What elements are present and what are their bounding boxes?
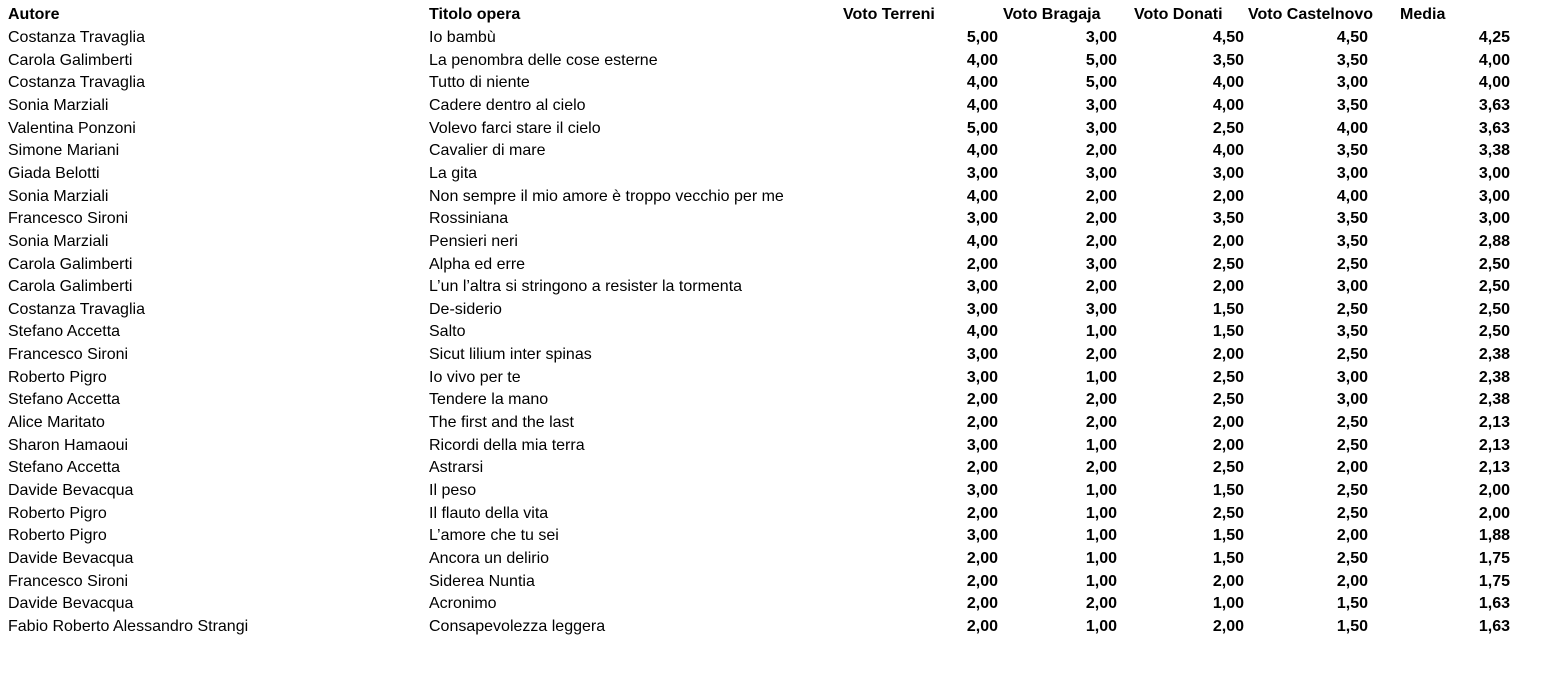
table-row: [0, 344, 1564, 366]
cell-titolo: Cavalier di mare: [429, 142, 546, 160]
header-row: [0, 4, 1564, 26]
cell-voto-donati: 2,50: [1212, 459, 1244, 477]
cell-titolo: Consapevolezza leggera: [429, 617, 606, 635]
cell-voto-terreni: 5,00: [966, 119, 998, 137]
cell-voto-castelnovo: 2,00: [1336, 459, 1368, 477]
cell-voto-donati: 2,00: [1212, 414, 1244, 431]
table-row: [0, 321, 1564, 343]
table-row: [0, 208, 1564, 230]
cell-voto-castelnovo: 3,50: [1336, 323, 1368, 341]
header-voto-bragaja: Voto Bragaja: [1003, 6, 1101, 23]
cell-voto-terreni: 2,00: [966, 504, 998, 522]
cell-media: 2,38: [1478, 391, 1510, 409]
cell-autore: Fabio Roberto Alessandro Strangi: [8, 617, 249, 635]
cell-voto-donati: 2,00: [1212, 232, 1244, 250]
cell-voto-terreni: 4,00: [966, 51, 998, 69]
cell-voto-terreni: 3,00: [966, 164, 998, 182]
cell-voto-donati: 2,00: [1212, 346, 1244, 364]
cell-autore: Roberto Pigro: [8, 368, 107, 386]
cell-voto-donati: 2,50: [1212, 119, 1244, 137]
cell-autore: Francesco Sironi: [8, 346, 129, 364]
cell-voto-castelnovo: 2,50: [1336, 300, 1368, 318]
table-row: [0, 412, 1564, 434]
cell-autore: Alice Maritato: [8, 414, 105, 431]
cell-titolo: Il peso: [429, 482, 477, 499]
cell-voto-bragaja: 2,00: [1085, 142, 1117, 160]
cell-voto-terreni: 4,00: [966, 74, 998, 92]
cell-titolo: Pensieri neri: [429, 232, 518, 250]
cell-voto-donati: 4,00: [1212, 142, 1244, 160]
cell-voto-bragaja: 2,00: [1085, 210, 1117, 228]
cell-media: 3,00: [1478, 210, 1510, 228]
table-row: [0, 254, 1564, 276]
table-row: [0, 50, 1564, 72]
cell-media: 1,63: [1478, 595, 1510, 613]
table-row: [0, 140, 1564, 162]
cell-titolo: Il flauto della vita: [429, 504, 549, 522]
cell-titolo: Ancora un delirio: [429, 549, 550, 567]
cell-titolo: De-siderio: [429, 300, 502, 318]
cell-titolo: The first and the last: [429, 414, 574, 431]
cell-voto-terreni: 4,00: [966, 187, 998, 205]
cell-voto-donati: 2,50: [1212, 391, 1244, 409]
cell-voto-donati: 2,50: [1212, 368, 1244, 386]
cell-voto-bragaja: 1,00: [1085, 504, 1117, 522]
cell-media: 2,50: [1478, 255, 1510, 273]
cell-titolo: Siderea Nuntia: [429, 572, 535, 590]
cell-voto-castelnovo: 3,00: [1336, 391, 1368, 409]
cell-autore: Stefano Accetta: [8, 391, 121, 409]
cell-titolo: Rossiniana: [429, 210, 509, 228]
cell-media: 1,63: [1478, 617, 1510, 635]
cell-voto-terreni: 2,00: [966, 391, 998, 409]
cell-titolo: Cadere dentro al cielo: [429, 96, 586, 114]
cell-autore: Sonia Marziali: [8, 232, 109, 250]
cell-voto-bragaja: 1,00: [1085, 617, 1117, 635]
cell-voto-bragaja: 3,00: [1085, 300, 1117, 318]
table-row: [0, 27, 1564, 49]
cell-titolo: Non sempre il mio amore è troppo vecchio per me: [429, 187, 784, 205]
cell-voto-terreni: 3,00: [966, 346, 998, 364]
cell-voto-terreni: 3,00: [966, 210, 998, 228]
cell-autore: Carola Galimberti: [8, 255, 133, 273]
cell-voto-terreni: 2,00: [966, 595, 998, 613]
cell-autore: Stefano Accetta: [8, 459, 121, 477]
cell-voto-bragaja: 2,00: [1085, 232, 1117, 250]
cell-voto-castelnovo: 3,50: [1336, 142, 1368, 160]
cell-media: 2,13: [1478, 459, 1510, 477]
cell-voto-bragaja: 2,00: [1085, 414, 1117, 431]
table-row: [0, 616, 1564, 638]
cell-autore: Valentina Ponzoni: [8, 119, 136, 137]
cell-voto-castelnovo: 2,00: [1336, 572, 1368, 590]
cell-voto-donati: 1,50: [1212, 300, 1244, 318]
cell-media: 3,00: [1478, 187, 1510, 205]
cell-media: 2,88: [1478, 232, 1510, 250]
cell-titolo: Salto: [429, 323, 466, 341]
cell-voto-terreni: 4,00: [966, 232, 998, 250]
table-row: [0, 389, 1564, 411]
cell-media: 3,63: [1478, 96, 1510, 114]
cell-voto-terreni: 2,00: [966, 572, 998, 590]
cell-voto-bragaja: 5,00: [1085, 51, 1117, 69]
cell-voto-castelnovo: 3,50: [1336, 232, 1368, 250]
cell-voto-donati: 2,50: [1212, 255, 1244, 273]
cell-autore: Francesco Sironi: [8, 572, 129, 590]
cell-autore: Sonia Marziali: [8, 96, 109, 114]
cell-media: 2,50: [1478, 323, 1510, 341]
cell-voto-castelnovo: 3,00: [1336, 74, 1368, 92]
cell-voto-terreni: 3,00: [966, 278, 998, 296]
cell-voto-castelnovo: 2,50: [1336, 549, 1368, 567]
cell-voto-donati: 1,50: [1212, 323, 1244, 341]
cell-voto-terreni: 4,00: [966, 142, 998, 160]
cell-voto-castelnovo: 3,00: [1336, 368, 1368, 386]
cell-voto-donati: 2,50: [1212, 504, 1244, 522]
table-row: [0, 525, 1564, 547]
cell-titolo: Volevo farci stare il cielo: [429, 119, 601, 137]
cell-voto-donati: 1,50: [1212, 482, 1244, 499]
header-voto-castelnovo: Voto Castelnovo: [1248, 6, 1374, 23]
table-row: [0, 276, 1564, 298]
cell-voto-terreni: 2,00: [966, 617, 998, 635]
header-titolo: Titolo opera: [429, 6, 521, 23]
table-row: [0, 367, 1564, 389]
cell-voto-castelnovo: 2,50: [1336, 482, 1368, 499]
table-row: [0, 480, 1564, 502]
header-autore: Autore: [8, 6, 60, 23]
cell-voto-bragaja: 2,00: [1085, 278, 1117, 296]
cell-autore: Sonia Marziali: [8, 187, 109, 205]
cell-voto-bragaja: 1,00: [1085, 549, 1117, 567]
cell-autore: Costanza Travaglia: [8, 29, 145, 46]
cell-titolo: L’amore che tu sei: [429, 527, 559, 545]
cell-media: 3,63: [1478, 119, 1510, 137]
cell-voto-donati: 3,50: [1212, 51, 1244, 69]
cell-voto-bragaja: 2,00: [1085, 459, 1117, 477]
cell-autore: Davide Bevacqua: [8, 482, 134, 499]
cell-voto-bragaja: 3,00: [1085, 119, 1117, 137]
table-row: [0, 457, 1564, 479]
cell-voto-terreni: 2,00: [966, 414, 998, 431]
cell-voto-bragaja: 1,00: [1085, 482, 1117, 499]
cell-media: 2,50: [1478, 278, 1510, 296]
cell-titolo: La penombra delle cose esterne: [429, 51, 658, 69]
cell-voto-bragaja: 2,00: [1085, 346, 1117, 364]
cell-autore: Giada Belotti: [8, 164, 100, 182]
cell-voto-bragaja: 1,00: [1085, 368, 1117, 386]
cell-voto-castelnovo: 4,00: [1336, 119, 1368, 137]
cell-autore: Simone Mariani: [8, 142, 120, 160]
cell-voto-terreni: 2,00: [966, 255, 998, 273]
cell-media: 2,00: [1478, 482, 1510, 499]
cell-voto-donati: 4,00: [1212, 74, 1244, 92]
cell-media: 1,75: [1478, 549, 1510, 567]
table-row: [0, 163, 1564, 185]
cell-media: 2,50: [1478, 300, 1510, 318]
cell-voto-terreni: 3,00: [966, 527, 998, 545]
cell-voto-castelnovo: 3,50: [1336, 210, 1368, 228]
cell-voto-castelnovo: 3,50: [1336, 51, 1368, 69]
cell-media: 4,25: [1478, 29, 1510, 46]
cell-voto-terreni: 5,00: [966, 29, 998, 46]
cell-titolo: Io vivo per te: [429, 368, 521, 386]
table-row: [0, 231, 1564, 253]
cell-voto-bragaja: 1,00: [1085, 323, 1117, 341]
cell-media: 1,88: [1478, 527, 1510, 545]
cell-voto-donati: 1,50: [1212, 549, 1244, 567]
cell-voto-bragaja: 2,00: [1085, 595, 1117, 613]
cell-titolo: Astrarsi: [429, 459, 484, 477]
cell-voto-donati: 3,50: [1212, 210, 1244, 228]
cell-voto-castelnovo: 1,50: [1336, 595, 1368, 613]
cell-voto-bragaja: 2,00: [1085, 187, 1117, 205]
cell-voto-terreni: 4,00: [966, 96, 998, 114]
cell-voto-bragaja: 3,00: [1085, 164, 1117, 182]
cell-autore: Carola Galimberti: [8, 278, 133, 296]
cell-autore: Davide Bevacqua: [8, 549, 134, 567]
cell-voto-terreni: 3,00: [966, 300, 998, 318]
cell-voto-castelnovo: 3,50: [1336, 96, 1368, 114]
cell-media: 2,00: [1478, 504, 1510, 522]
cell-titolo: Ricordi della mia terra: [429, 436, 585, 454]
cell-media: 3,38: [1478, 142, 1510, 160]
table-row: [0, 72, 1564, 94]
cell-voto-donati: 1,00: [1212, 595, 1244, 613]
table-row: [0, 548, 1564, 570]
cell-voto-donati: 2,00: [1212, 187, 1244, 205]
cell-titolo: Acronimo: [429, 595, 497, 613]
cell-voto-bragaja: 3,00: [1085, 29, 1117, 46]
cell-autore: Francesco Sironi: [8, 210, 129, 228]
cell-voto-castelnovo: 3,00: [1336, 278, 1368, 296]
cell-voto-donati: 3,00: [1212, 164, 1244, 182]
cell-voto-donati: 1,50: [1212, 527, 1244, 545]
cell-voto-terreni: 3,00: [966, 482, 998, 499]
table-row: [0, 299, 1564, 321]
table-row: [0, 186, 1564, 208]
cell-voto-bragaja: 3,00: [1085, 255, 1117, 273]
table-row: [0, 503, 1564, 525]
cell-titolo: Alpha ed erre: [429, 255, 526, 273]
cell-media: 4,00: [1478, 51, 1510, 69]
cell-media: 2,13: [1478, 436, 1510, 454]
cell-autore: Roberto Pigro: [8, 504, 107, 522]
cell-voto-terreni: 3,00: [966, 436, 998, 454]
cell-voto-bragaja: 1,00: [1085, 572, 1117, 590]
cell-autore: Carola Galimberti: [8, 51, 133, 69]
cell-autore: Davide Bevacqua: [8, 595, 134, 613]
cell-voto-terreni: 3,00: [966, 368, 998, 386]
cell-voto-castelnovo: 2,50: [1336, 255, 1368, 273]
cell-media: 3,00: [1478, 164, 1510, 182]
cell-autore: Costanza Travaglia: [8, 74, 145, 92]
cell-autore: Stefano Accetta: [8, 323, 121, 341]
cell-titolo: Tutto di niente: [429, 74, 530, 92]
cell-voto-castelnovo: 2,50: [1336, 346, 1368, 364]
cell-titolo: La gita: [429, 164, 478, 182]
cell-voto-donati: 2,00: [1212, 572, 1244, 590]
cell-voto-castelnovo: 4,00: [1336, 187, 1368, 205]
table-row: [0, 118, 1564, 140]
header-media: Media: [1400, 6, 1446, 23]
cell-voto-bragaja: 3,00: [1085, 96, 1117, 114]
cell-voto-bragaja: 2,00: [1085, 391, 1117, 409]
cell-voto-castelnovo: 1,50: [1336, 617, 1368, 635]
table-row: [0, 435, 1564, 457]
cell-voto-bragaja: 5,00: [1085, 74, 1117, 92]
cell-voto-castelnovo: 2,00: [1336, 527, 1368, 545]
cell-autore: Sharon Hamaoui: [8, 436, 129, 454]
table-row: [0, 95, 1564, 117]
cell-voto-castelnovo: 2,50: [1336, 504, 1368, 522]
header-voto-terreni: Voto Terreni: [843, 6, 935, 23]
cell-autore: Costanza Travaglia: [8, 300, 145, 318]
cell-voto-castelnovo: 3,00: [1336, 164, 1368, 182]
cell-voto-donati: 4,00: [1212, 96, 1244, 114]
cell-voto-terreni: 2,00: [966, 459, 998, 477]
cell-voto-bragaja: 1,00: [1085, 436, 1117, 454]
cell-media: 4,00: [1478, 74, 1510, 92]
cell-voto-donati: 2,00: [1212, 617, 1244, 635]
cell-media: 2,38: [1478, 346, 1510, 364]
cell-voto-donati: 4,50: [1212, 29, 1244, 46]
header-voto-donati: Voto Donati: [1134, 6, 1223, 23]
cell-media: 2,13: [1478, 414, 1510, 431]
cell-voto-donati: 2,00: [1212, 436, 1244, 454]
cell-media: 1,75: [1478, 572, 1510, 590]
cell-titolo: L’un l’altra si stringono a resister la tormenta: [429, 278, 743, 296]
cell-autore: Roberto Pigro: [8, 527, 107, 545]
table-row: [0, 593, 1564, 615]
cell-voto-donati: 2,00: [1212, 278, 1244, 296]
cell-voto-castelnovo: 2,50: [1336, 436, 1368, 454]
cell-titolo: Io bambù: [429, 29, 496, 46]
table-row: [0, 571, 1564, 593]
cell-voto-castelnovo: 2,50: [1336, 414, 1368, 431]
cell-titolo: Tendere la mano: [429, 391, 549, 409]
cell-media: 2,38: [1478, 368, 1510, 386]
cell-voto-terreni: 4,00: [966, 323, 998, 341]
cell-titolo: Sicut lilium inter spinas: [429, 346, 592, 364]
cell-voto-terreni: 2,00: [966, 549, 998, 567]
cell-voto-bragaja: 1,00: [1085, 527, 1117, 545]
cell-voto-castelnovo: 4,50: [1336, 29, 1368, 46]
